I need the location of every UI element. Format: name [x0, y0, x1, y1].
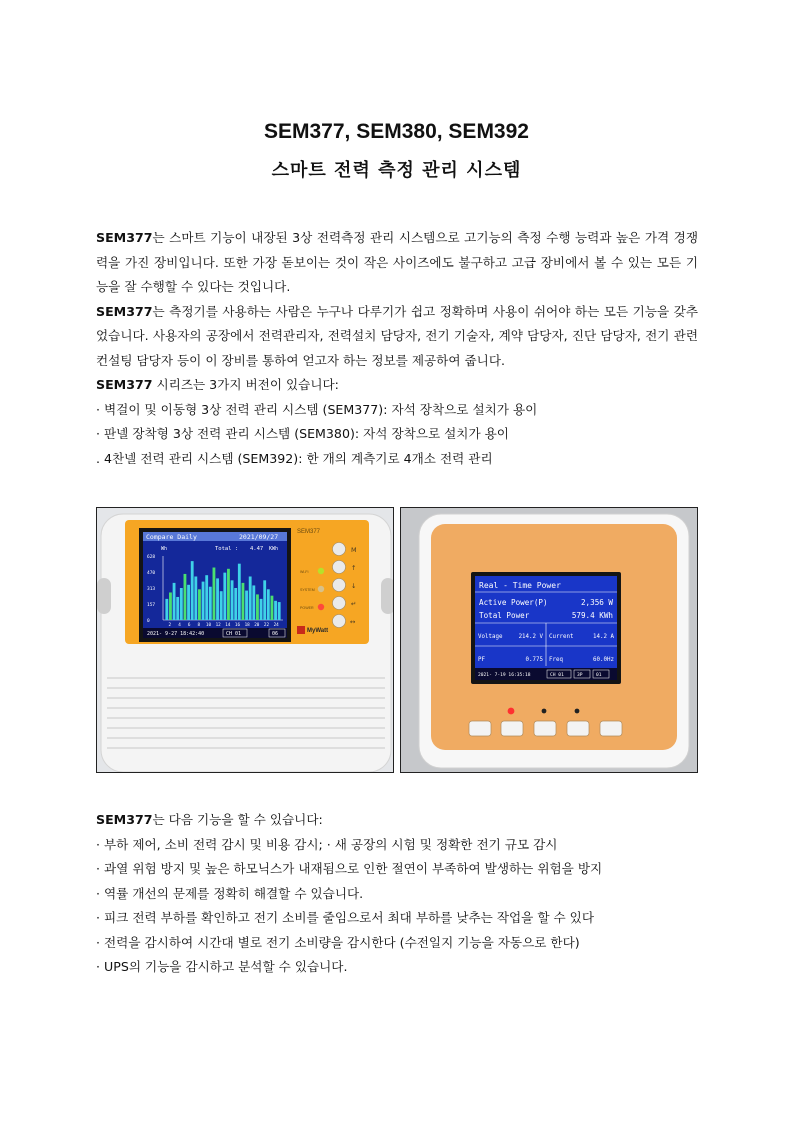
sem377-photo: [96, 507, 394, 773]
x-tick-label: 22: [263, 623, 270, 628]
chart-bar: [245, 591, 248, 620]
product-name: SEM377: [96, 230, 153, 245]
x-tick-label: 16: [234, 623, 241, 628]
brand-label: MyWatt: [307, 628, 329, 634]
freq-value: 60.0Hz: [593, 657, 614, 663]
chart-bar: [231, 580, 234, 620]
x-tick-label: 10: [205, 623, 212, 628]
product-photos: [96, 507, 698, 773]
y-tick-label: 470: [147, 571, 156, 576]
intro-paragraph: [96, 226, 698, 300]
feature-item: · 부하 제어, 소비 전력 감시 및 비용 감시; · 새 공장의 시험 및 정확한 전기 규모 감시: [96, 836, 558, 852]
x-tick-label: 24: [273, 623, 279, 628]
heading-text: 는 다음 기능을 할 수 있습니다:: [152, 812, 323, 827]
total-power-value: 579.4 KWh: [571, 611, 613, 620]
voltage-label: Voltage: [478, 634, 503, 640]
x-tick-label: 4: [178, 623, 181, 628]
chart-bar: [191, 561, 194, 620]
front-button[interactable]: [469, 721, 491, 736]
screen-title: Compare Daily: [146, 533, 197, 541]
x-tick-label: 14: [225, 623, 231, 628]
chart-bar: [227, 569, 230, 620]
x-tick-label: 18: [244, 623, 250, 628]
chart-bar: [260, 599, 263, 620]
feature-item: · 역률 개선의 문제를 정확히 해결할 수 있습니다.: [96, 885, 364, 901]
y-tick-label: 628: [147, 555, 156, 560]
chart-bar: [242, 583, 245, 620]
feature-item: · 피크 전력 부하를 확인하고 전기 소비를 줄임으로서 최대 부하를 낮추는 작업을 할 수 있다: [96, 910, 595, 925]
pf-label: PF: [478, 657, 485, 663]
intro-paragraph: [96, 300, 698, 374]
y-tick-label: 313: [147, 587, 156, 592]
up-button[interactable]: [333, 561, 346, 574]
product-name: SEM377: [96, 377, 153, 392]
paragraph-text: 는 측정기를 사용하는 사람은 누구나 다루기가 쉽고 정확하며 사용이 쉬어야 하는 모든 기능을 갖추었습니다. 사용자의 공장에서 전력관리자, 전력설치 담당자, 전기 기술자, 계약 담당자, 진단 담당자, 전기 관련 컨설팅 담당자 등이 이 장비를 통하여 얻고자 하는 정보를 제공하여 줍니다.: [96, 303, 698, 368]
enter-icon: ↵: [351, 600, 357, 608]
chart-bar: [187, 585, 190, 620]
voltage-value: 214.2 V: [518, 634, 543, 640]
freq-label: Freq: [549, 657, 563, 663]
feature-item: · UPS의 기능을 감시하고 분석할 수 있습니다.: [96, 959, 348, 974]
down-button[interactable]: [333, 579, 346, 592]
version-item: . 4찬넬 전력 관리 시스템 (SEM392): 한 개의 계측기로 4개소 전력 관리: [96, 450, 493, 466]
front-button[interactable]: [600, 721, 622, 736]
chart-bar: [216, 578, 219, 620]
total-unit: KWh: [269, 546, 279, 552]
system-led: [318, 586, 324, 592]
chart-bar: [267, 589, 270, 620]
swap-icon: ↔: [350, 618, 356, 626]
chart-bar: [274, 601, 277, 620]
features-section: [96, 808, 698, 980]
pf-value: 0.775: [525, 657, 543, 663]
chart-bar: [198, 589, 201, 620]
menu-icon: M: [351, 546, 357, 554]
x-tick-label: 8: [197, 623, 201, 628]
status-time: 2021- 9-27 18:42:40: [147, 631, 205, 637]
current-value: 14.2 A: [593, 634, 614, 640]
front-button[interactable]: [501, 721, 523, 736]
status-number: 06: [272, 631, 279, 637]
chart-bar: [263, 580, 266, 620]
version-item: · 판넬 장착형 3상 전력 관리 시스템 (SEM380): 자석 장착으로 설치가 용이: [96, 426, 509, 441]
chart-bar: [271, 596, 274, 620]
sem377-device-illustration: [97, 508, 394, 773]
front-button[interactable]: [534, 721, 556, 736]
chart-bar: [252, 585, 255, 620]
status-time: 2021- 7-19 16:35:18: [478, 673, 531, 678]
status-channel: CH 01: [226, 631, 242, 637]
product-name: SEM377: [96, 812, 153, 827]
chart-bar: [223, 573, 226, 620]
power-led: [318, 604, 324, 610]
indicator-dot: [542, 709, 547, 714]
chart-bar: [184, 574, 187, 620]
version-item: · 벽걸이 및 이동형 3상 전력 관리 시스템 (SEM377): 자석 장착으로 설치가 용이: [96, 401, 538, 417]
chart-bar: [213, 568, 216, 620]
status-phase: 3P: [577, 673, 583, 678]
enter-button[interactable]: [333, 597, 346, 610]
status-channel: CH 01: [550, 673, 564, 678]
x-tick-label: 12: [215, 623, 221, 628]
x-tick-label: 6: [187, 623, 191, 628]
chart-bar: [249, 576, 252, 620]
chart-bar: [173, 583, 176, 620]
model-label: SEM377: [297, 529, 321, 535]
y-tick-label: 0: [147, 619, 150, 624]
paragraph-text: 시리즈는 3가지 버전이 있습니다:: [152, 377, 339, 392]
product-name: SEM377: [96, 303, 153, 319]
unit-label: Wh: [161, 546, 168, 552]
led-label: SYSTEM: [300, 588, 315, 592]
indicator-dot: [575, 709, 580, 714]
x-tick-label: 2: [168, 623, 172, 628]
total-label: Total :: [215, 546, 239, 552]
chart-bar: [194, 576, 197, 620]
arrow-down-icon: ↓: [351, 582, 357, 590]
screen-date: 2021/09/27: [239, 533, 279, 541]
document-subtitle: 스마트 전력 측정 관리 시스템: [271, 160, 522, 181]
chart-bar: [165, 599, 168, 620]
intro-section: [96, 226, 698, 471]
sem380-device-illustration: [401, 508, 698, 773]
chart-bar: [180, 588, 183, 620]
chart-bar: [238, 564, 241, 620]
features-heading: [96, 808, 698, 833]
wifi-led: [318, 568, 324, 574]
feature-item: · 전력을 감시하여 시간대 별로 전기 소비량을 감시한다 (수전일지 기능을 자동으로 한다): [96, 934, 580, 950]
chart-bar: [176, 597, 179, 620]
document-title: SEM377, SEM380, SEM392: [264, 120, 529, 143]
total-power-label: Total Power: [479, 611, 530, 620]
paragraph-text: 는 스마트 기능이 내장된 3상 전력측정 관리 시스템으로 고기능의 측정 수행 능력과 높은 가격 경쟁력을 가진 장비입니다. 또한 가장 돋보이는 것이 작은 사이즈에도 불구하고 고급 장비에서 볼 수 있는 모든 기능을 잘 수행할 수 있다는 것입니다.: [96, 230, 698, 294]
chart-bar: [209, 587, 212, 620]
sem380-photo: [400, 507, 698, 773]
intro-paragraph: [96, 373, 698, 398]
x-tick-label: 20: [254, 623, 260, 628]
switch-button[interactable]: [333, 615, 346, 628]
chart-bar: [220, 591, 223, 620]
feature-item: · 과열 위험 방지 및 높은 하모닉스가 내재됨으로 인한 절연이 부족하여 발생하는 위험을 방지: [96, 861, 603, 876]
menu-button[interactable]: [333, 543, 346, 556]
active-power-value: 2,356 W: [580, 598, 613, 607]
led-label: POWER: [300, 606, 314, 610]
chart-bar: [278, 602, 281, 620]
total-value: 4.47: [250, 546, 264, 552]
mywatt-logo: [297, 626, 305, 634]
chart-bar: [202, 582, 205, 620]
front-button[interactable]: [567, 721, 589, 736]
chart-bar: [205, 575, 208, 620]
chart-bar: [169, 592, 172, 620]
led-label: Wi-Fi: [300, 570, 309, 574]
y-tick-label: 157: [147, 603, 156, 608]
current-label: Current: [549, 634, 574, 640]
active-power-label: Active Power(P): [479, 598, 548, 607]
chart-bar: [256, 594, 259, 620]
arrow-up-icon: ↑: [351, 564, 357, 572]
power-led: [508, 708, 515, 715]
screen-title: Real - Time Power: [479, 581, 561, 590]
status-number: 01: [596, 673, 602, 678]
chart-bar: [234, 588, 237, 620]
